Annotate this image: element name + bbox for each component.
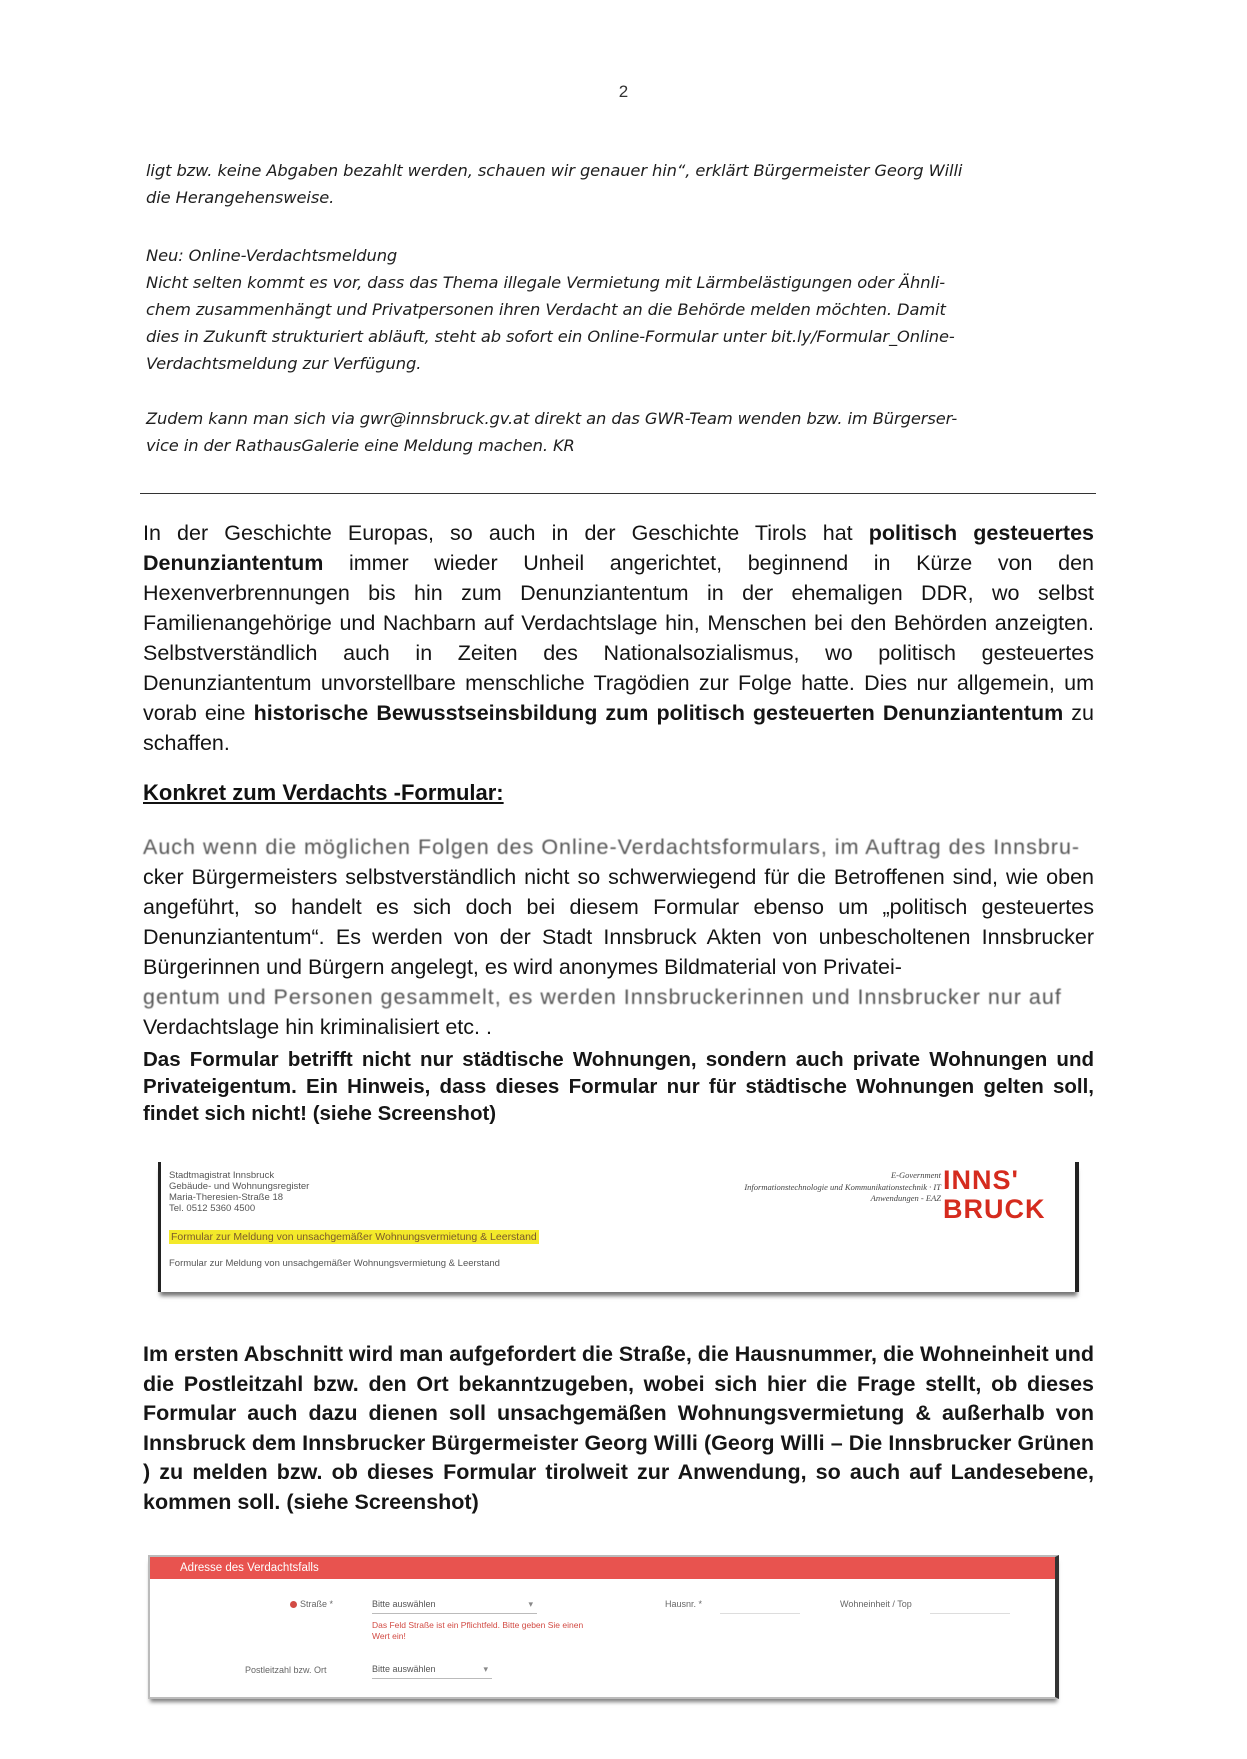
form-title: Formular zur Meldung von unsachgemäßer Wohnungsvermietung & Leerstand — [169, 1258, 500, 1269]
smeared-line: gentum und Personen gesammelt, es werden Innsbruckerinnen und Innsbrucker nur auf — [143, 985, 1062, 1009]
dropdown-arrow-icon: ▾ — [483, 1664, 488, 1674]
address-line: Gebäude- und Wohnungsregister — [169, 1181, 310, 1192]
page-number: 2 — [618, 82, 629, 101]
article-line: Verdachtsmeldung zur Verfügung. — [146, 354, 422, 373]
house-number-label: Hausnr. * — [665, 1599, 703, 1609]
body-text: Verdachtslage hin kriminalisiert etc. . — [143, 1015, 492, 1039]
zip-select-value: Bitte auswählen — [372, 1664, 436, 1674]
article-paragraph-2 — [146, 242, 1096, 377]
logo-line: INNS' — [943, 1165, 1019, 1195]
innsbruck-logo — [943, 1166, 1053, 1224]
department-block — [641, 1170, 941, 1205]
dept-line: E-Government — [890, 1170, 941, 1180]
street-select[interactable] — [372, 1595, 537, 1614]
unit-input[interactable] — [930, 1595, 1010, 1614]
article-line: Zudem kann man sich via gwr@innsbruck.gv.at direkt an das GWR-Team wenden bzw. im Bürgerser- — [146, 409, 958, 428]
street-label-text: Straße * — [300, 1599, 334, 1609]
intro-bold: politisch gesteuertes Denunziantentum — [143, 521, 1094, 575]
house-number-input[interactable] — [720, 1595, 800, 1614]
bold-paragraph-1: Das Formular betrifft nicht nur städtische Wohnungen, sondern auch private Wohnungen und Privateigentum. Ein Hinweis, dass dieses Formular nur für städtische Wohnungen gelten soll, findet sich nicht! (siehe Screenshot) — [143, 1048, 1094, 1125]
separator-line — [140, 493, 1096, 494]
intro-bold: historische Bewusstseinsbildung zum politisch gesteuerten Denunziantentum — [253, 701, 1064, 725]
comment-body — [143, 832, 1094, 1042]
address-line: Tel. 0512 5360 4500 — [169, 1203, 256, 1214]
address-block — [169, 1170, 309, 1214]
article-line: chem zusammenhängt und Privatpersonen ihren Verdacht an die Behörde melden möchten. Damit — [146, 300, 946, 319]
screenshot-form-header — [158, 1162, 1079, 1292]
dept-line: Informationstechnologie und Kommunikationstechnik · IT — [744, 1181, 941, 1192]
form-section-bar — [150, 1557, 1055, 1579]
address-line: Stadtmagistrat Innsbruck — [169, 1170, 275, 1181]
article-subheading: Neu: Online-Verdachtsmeldung — [146, 246, 398, 265]
body-text: cker Bürgermeisters selbstverständlich nicht so schwerwiegend für die Betroffenen sind, wie oben angeführt, so handelt es sich doch bei diesem Formular ebenso um „politisch gesteuertes Denunziantentum“. Es werden von der Stadt Innsbruck Akten von unbescholtenen Innsbrucker Bürgerinnen und Bürgern angelegt, es wird anonymes Bildmaterial von Privatei- — [143, 865, 1094, 979]
required-dot-icon — [290, 1601, 297, 1608]
article-line: vice in der RathausGalerie eine Meldung machen. KR — [146, 436, 575, 455]
article-line: Nicht selten kommt es vor, dass das Thema illegale Vermietung mit Lärmbelästigungen oder Ähnli- — [146, 273, 946, 292]
bold-paragraph-2: Im ersten Abschnitt wird man aufgefordert die Straße, die Hausnummer, die Wohneinheit und die Postleitzahl bzw. den Ort bekanntzugeben, wobei sich hier die Frage stellt, ob dieses Formular auch dazu dienen soll unsachgemäßen Wohnungsvermietung & außerhalb von Innsbruck dem Innsbrucker Bürgermeister Georg Willi (Georg Willi – Die Innsbrucker Grünen ) zu melden bzw. ob dieses Formular tirolweit zur Anwendung, so auch auf Landesebene, kommen soll. (siehe Screenshot) — [143, 1342, 1094, 1514]
intro-text: immer wieder Unheil angerichtet, beginnend in Kürze von den Hexenverbrennungen bis hin zum Denunziantentum in der ehemaligen DDR, wo selbst Familienangehörige und Nachbarn auf Verdachtslage hin, Menschen bei den Behörden anzeigten. Selbstverständlich auch in Zeiten des Nationalsozialismus, wo politisch gesteuertes Denunziantentum unvorstellbare menschliche Tragödien zur Folge hatte. Dies nur allgemein, um vorab eine — [143, 551, 1094, 725]
street-label — [290, 1599, 333, 1609]
zip-label: Postleitzahl bzw. Ort — [245, 1665, 327, 1675]
street-error: Das Feld Straße ist ein Pflichtfeld. Bitte geben Sie einen Wert ein! — [372, 1620, 584, 1641]
dept-line: Anwendungen - EAZ — [870, 1193, 941, 1203]
logo-line: BRUCK — [943, 1194, 1046, 1224]
intro-text: In der Geschichte Europas, so auch in der Geschichte Tirols hat — [143, 521, 853, 545]
dropdown-arrow-icon: ▾ — [528, 1599, 533, 1609]
article-line: die Herangehensweise. — [146, 188, 335, 207]
article-paragraph-3 — [146, 405, 1096, 459]
unit-label: Wohneinheit / Top — [840, 1599, 912, 1609]
intro-text: zu schaffen. — [143, 701, 1094, 755]
street-select-value: Bitte auswählen — [372, 1599, 436, 1609]
screenshot-address-form — [148, 1555, 1059, 1699]
smeared-line: Auch wenn die möglichen Folgen des Online-Verdachtsformulars, im Auftrag des Innsbru- — [143, 835, 1081, 859]
article-line: dies in Zukunft strukturiert abläuft, steht ab sofort ein Online-Formular unter bit.ly/Formular_Online- — [146, 327, 955, 346]
zip-select[interactable] — [372, 1660, 492, 1679]
article-line: ligt bzw. keine Abgaben bezahlt werden, schauen wir genauer hin“, erklärt Bürgermeister Georg Willi — [146, 161, 963, 180]
address-line: Maria-Theresien-Straße 18 — [169, 1192, 284, 1203]
article-paragraph-1 — [146, 157, 1096, 211]
comment-intro — [143, 518, 1094, 758]
form-section-title: Adresse des Verdachtsfalls — [180, 1562, 319, 1574]
section-heading: Konkret zum Verdachts -Formular: — [143, 780, 504, 805]
highlighted-form-title: Formular zur Meldung von unsachgemäßer Wohnungsvermietung & Leerstand — [171, 1231, 537, 1243]
